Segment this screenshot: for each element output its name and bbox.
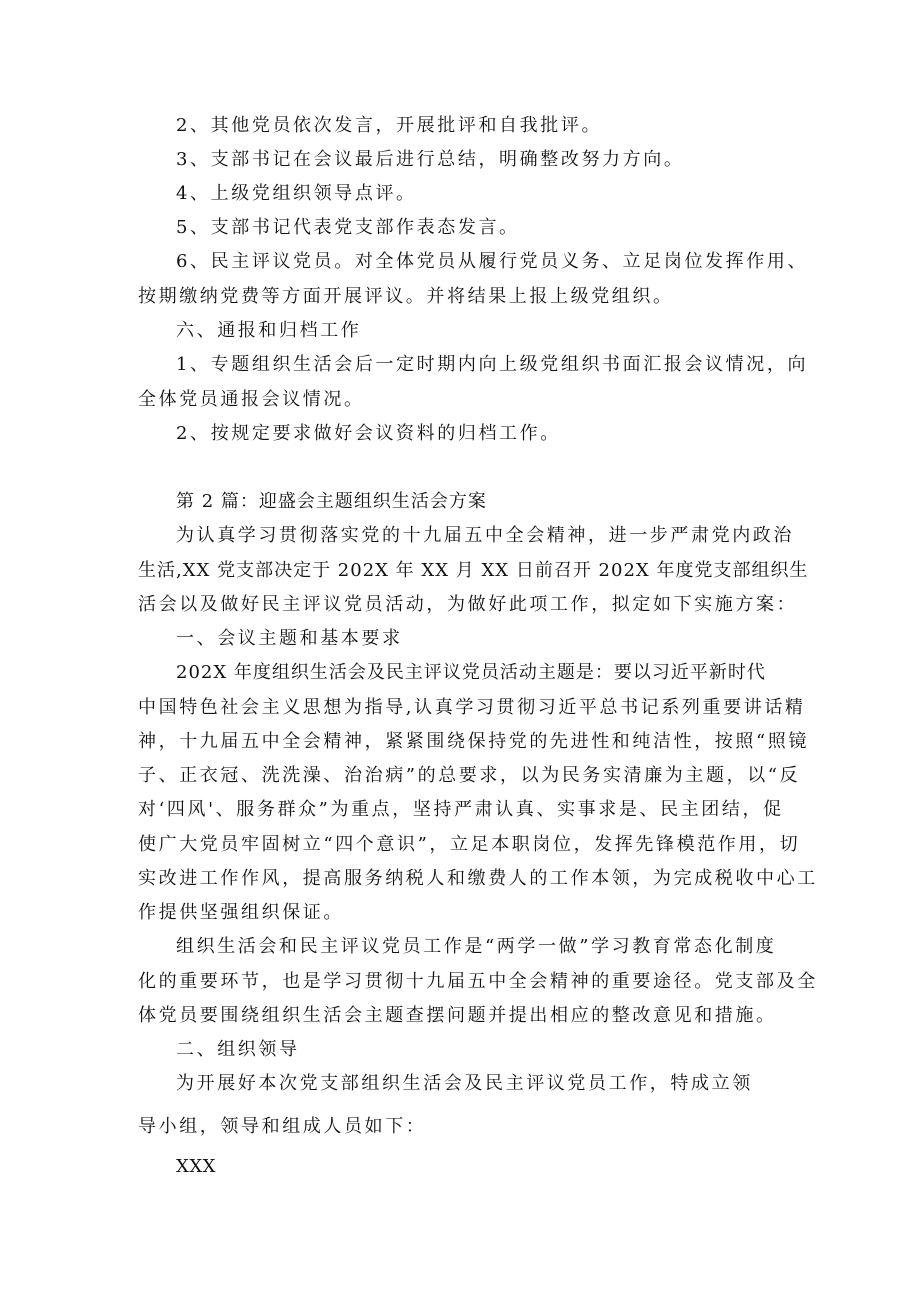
- list-item-6-line-1: 6、民主评议党员。对全体党员从履行党员义务、立足岗位发挥作用、: [176, 251, 809, 272]
- report-item-2: 2、按规定要求做好会议资料的归档工作。: [176, 423, 561, 444]
- list-item-3-secretary-summary: 3、支部书记在会议最后进行总结，明确整改努力方向。: [176, 149, 685, 170]
- list-item-2-other-members: 2、其他党员依次发言，开展批评和自我批评。: [176, 115, 603, 136]
- theme-line-6: 使广大党员牢固树立“四个意识”，立足本职岗位，发挥先锋模范作用，切: [138, 834, 801, 855]
- member-name: XXX: [176, 1156, 216, 1177]
- section-heading-6: 六、通报和归档工作: [176, 320, 362, 341]
- section-heading-1: 一、会议主题和基本要求: [176, 628, 403, 649]
- theme-line-3: 神，十九届五中全会精神，紧紧围绕保持党的先进性和纯洁性，按照“照镜: [138, 731, 809, 752]
- theme-line-7: 实改进工作作风，提高服务纳税人和缴费人的工作本领，为完成税收中心工: [138, 868, 818, 889]
- article-title: 第 2 篇：迎盛会主题组织生活会方案: [176, 491, 487, 512]
- theme-line-8: 作提供坚强组织保证。: [138, 902, 344, 923]
- org-paragraph-line-1: 组织生活会和民主评议党员工作是“两学一做”学习教育常态化制度: [176, 936, 777, 957]
- org-paragraph-line-2: 化的重要环节，也是学习贯彻十九届五中全会精神的重要途径。党支部及全: [138, 971, 818, 992]
- leadership-line-2: 导小组，领导和组成人员如下：: [138, 1116, 427, 1137]
- section-heading-2: 二、组织领导: [176, 1039, 300, 1060]
- list-item-5-statement: 5、支部书记代表党支部作表态发言。: [176, 217, 520, 238]
- theme-line-1: 202X 年度组织生活会及民主评议党员活动主题是：要以习近平新时代: [176, 662, 766, 683]
- list-item-4-leader-comment: 4、上级党组织领导点评。: [176, 183, 417, 204]
- org-paragraph-line-3: 体党员要围绕组织生活会主题查摆问题并提出相应的整改意见和措施。: [138, 1005, 777, 1026]
- intro-line-1: 为认真学习贯彻落实党的十九届五中全会精神，进一步严肃党内政治: [176, 525, 794, 546]
- intro-line-3: 活会以及做好民主评议党员活动，为做好此项工作，拟定如下实施方案：: [138, 594, 798, 615]
- report-item-1-line-1: 1、专题组织生活会后一定时期内向上级党组织书面汇报会议情况，向: [176, 354, 809, 375]
- theme-line-2: 中国特色社会主义思想为指导,认真学习贯彻习近平总书记系列重要讲话精: [138, 697, 806, 718]
- theme-line-5: 对‘四风'、服务群众”为重点，坚持严肃认真、实事求是、民主团结，促: [138, 799, 784, 820]
- report-item-1-line-2: 全体党员通报会议情况。: [138, 389, 365, 410]
- theme-line-4: 子、正衣冠、洗洗澡、治治病”的总要求，以为民务实清廉为主题，以“反: [138, 765, 801, 786]
- intro-line-2: 生活,XX 党支部决定于 202X 年 XX 月 XX 日前召开 202X 年度党支部组织生: [138, 560, 809, 581]
- leadership-line-1: 为开展好本次党支部组织生活会及民主评议党员工作，特成立领: [176, 1073, 753, 1094]
- list-item-6-line-2: 按期缴纳党费等方面开展评议。并将结果上报上级党组织。: [138, 286, 674, 307]
